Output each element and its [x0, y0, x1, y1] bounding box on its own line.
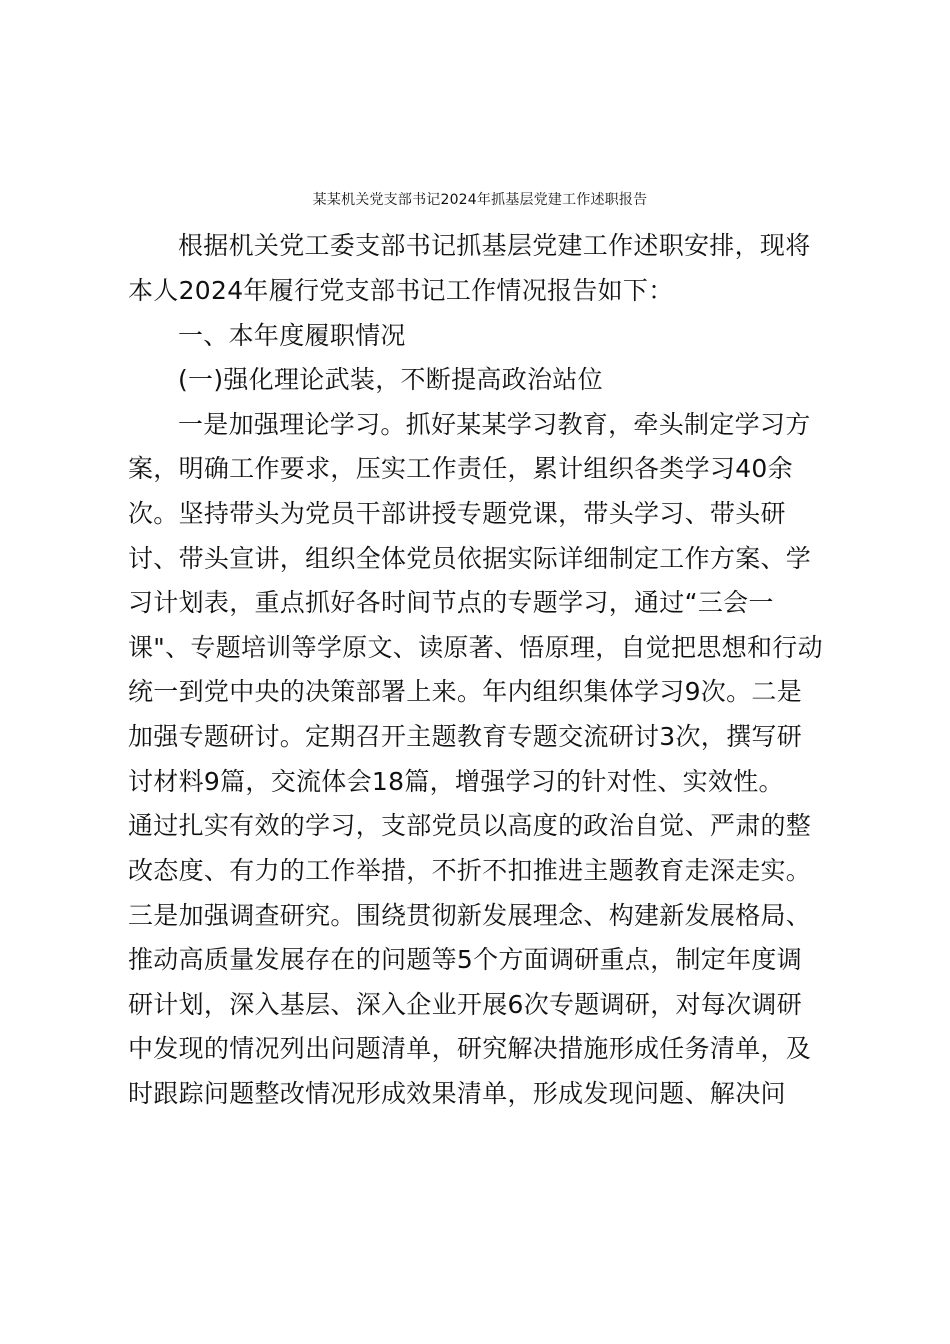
paragraph-line-13: 讨材料9篇，交流体会18篇，增强学习的针对性、实效性。 — [128, 767, 784, 796]
section-heading: 一、本年度履职情况 — [178, 321, 406, 350]
paragraph-line-7: 次。坚持带头为党员干部讲授专题党课，带头学习、带头研 — [128, 499, 786, 528]
paragraph-line-2: 本人2024年履行党支部书记工作情况报告如下： — [128, 276, 674, 305]
subsection-heading: (一)强化理论武装，不断提高政治站位 — [178, 365, 603, 394]
paragraph-line-20: 时跟踪问题整改情况形成效果清单，形成发现问题、解决问 — [128, 1079, 786, 1108]
paragraph-line-1: 根据机关党工委支部书记抓基层党建工作述职安排，现将 — [178, 231, 811, 260]
paragraph-line-9: 习计划表，重点抓好各时间节点的专题学习，通过“三会一 — [128, 588, 774, 617]
paragraph-line-18: 研计划，深入基层、深入企业开展6次专题调研，对每次调研 — [128, 990, 803, 1019]
paragraph-line-17: 推动高质量发展存在的问题等5个方面调研重点，制定年度调 — [128, 945, 803, 974]
document-title: 某某机关党支部书记2024年抓基层党建工作述职报告 — [312, 192, 648, 208]
paragraph-line-5: 一是加强理论学习。抓好某某学习教育，牵头制定学习方 — [178, 410, 811, 439]
paragraph-line-15: 改态度、有力的工作举措，不折不扣推进主题教育走深走实。 — [128, 856, 812, 885]
paragraph-line-6: 案，明确工作要求，压实工作责任，累计组织各类学习40余 — [128, 454, 793, 483]
paragraph-line-14: 通过扎实有效的学习，支部党员以高度的政治自觉、严肃的整 — [128, 811, 812, 840]
paragraph-line-16: 三是加强调查研究。围绕贯彻新发展理念、构建新发展格局、 — [128, 901, 812, 930]
paragraph-line-19: 中发现的情况列出问题清单，研究解决措施形成任务清单，及 — [128, 1034, 812, 1063]
paragraph-line-11: 统一到党中央的决策部署上来。年内组织集体学习9次。二是 — [128, 677, 803, 706]
paragraph-line-10: 课"、专题培训等学原文、读原著、悟原理，自觉把思想和行动 — [128, 633, 823, 662]
paragraph-line-12: 加强专题研讨。定期召开主题教育专题交流研讨3次，撰写研 — [128, 722, 803, 751]
paragraph-line-8: 讨、带头宣讲，组织全体党员依据实际详细制定工作方案、学 — [128, 544, 812, 573]
